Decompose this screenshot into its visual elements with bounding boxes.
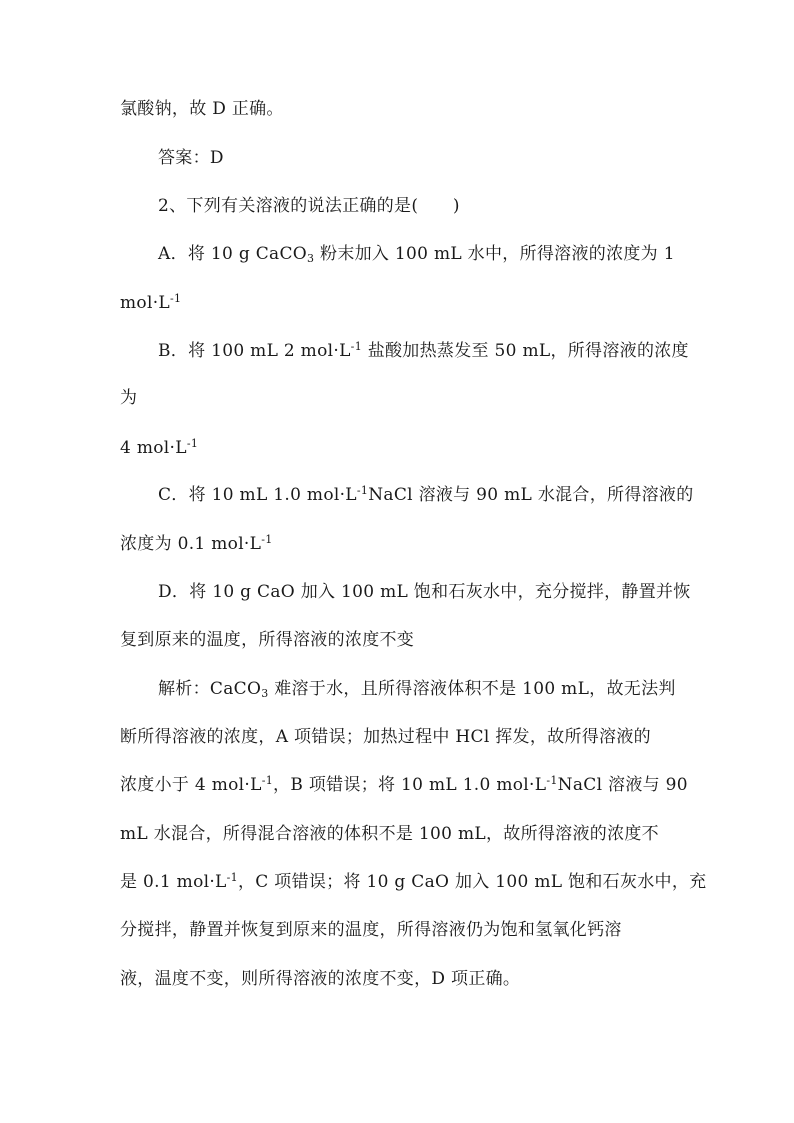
text-run: D．将 10 g CaO 加入 100 mL 饱和石灰水中，充分搅拌，静置并恢 [158, 582, 691, 602]
analysis-line-2 [120, 726, 651, 748]
text-run: 难溶于水，且所得溶液体积不是 100 mL，故无法判 [268, 679, 676, 699]
text-run: 液，温度不变，则所得溶液的浓度不变，D 项正确。 [120, 969, 521, 989]
analysis-line-4 [120, 823, 659, 845]
text-run: 浓度小于 4 mol·L [120, 775, 262, 795]
option-b-line-2 [120, 387, 137, 409]
text-run: 为 [120, 388, 138, 408]
option-c-line-2 [120, 533, 273, 555]
analysis-line-3 [120, 774, 688, 796]
text-run: 分搅拌，静置并恢复到原来的温度，所得溶液仍为饱和氢氧化钙溶 [120, 920, 622, 940]
superscript: -1 [350, 340, 362, 353]
option-c-line-1 [158, 484, 694, 506]
answer-line [158, 147, 224, 169]
superscript: -1 [170, 292, 182, 305]
text-run: B．将 100 mL 2 mol·L [158, 341, 351, 361]
option-a-line-1 [158, 243, 675, 265]
text-run: mol·L [120, 293, 170, 313]
text-run: 复到原来的温度，所得溶液的浓度不变 [120, 630, 415, 650]
text-run: NaCl 溶液与 90 mL 水混合，所得溶液的 [368, 485, 694, 505]
text-run: 答案：D [158, 148, 224, 168]
superscript: -1 [546, 774, 558, 787]
option-a-line-2 [120, 292, 181, 314]
superscript: -1 [261, 774, 274, 787]
text-run: 是 0.1 mol·L [120, 872, 227, 892]
text-run: 4 mol·L [120, 438, 187, 458]
analysis-line-6 [120, 919, 622, 941]
text-run: 氯酸钠，故 D 正确。 [120, 99, 284, 119]
text-run: ，C 项错误；将 10 g CaO 加入 100 mL 饱和石灰水中，充 [237, 872, 707, 892]
subscript: 3 [261, 687, 269, 700]
superscript: -1 [226, 871, 238, 884]
option-b-line-1 [158, 340, 689, 362]
text-run: 粉末加入 100 mL 水中，所得溶液的浓度为 1 [314, 244, 675, 264]
text-run: NaCl 溶液与 90 [557, 775, 688, 795]
text-run: 断所得溶液的浓度，A 项错误；加热过程中 HCl 挥发，故所得溶液的 [120, 727, 651, 747]
superscript: -1 [261, 533, 273, 546]
superscript: -1 [186, 437, 199, 450]
subscript: 3 [307, 252, 315, 265]
text-run: 浓度为 0.1 mol·L [120, 534, 262, 554]
option-d-line-2 [120, 629, 414, 651]
text-run: 解析：CaCO [158, 679, 262, 699]
analysis-line-7 [120, 968, 520, 990]
text-line-continuation [120, 98, 284, 120]
superscript: -1 [356, 484, 369, 497]
text-run: 盐酸加热蒸发至 50 mL，所得溶液的浓度 [362, 341, 689, 361]
analysis-line-5 [120, 871, 706, 893]
analysis-line-1 [158, 678, 676, 700]
option-d-line-1 [158, 581, 691, 603]
question-stem [158, 195, 460, 217]
text-run: A．将 10 g CaCO [158, 244, 307, 264]
option-b-line-3 [120, 437, 198, 459]
text-run: mL 水混合，所得混合溶液的体积不是 100 mL，故所得溶液的浓度不 [120, 824, 659, 844]
text-run: 2、下列有关溶液的说法正确的是( ) [158, 196, 460, 216]
text-run: ，B 项错误；将 10 mL 1.0 mol·L [273, 775, 547, 795]
text-run: C．将 10 mL 1.0 mol·L [158, 485, 357, 505]
